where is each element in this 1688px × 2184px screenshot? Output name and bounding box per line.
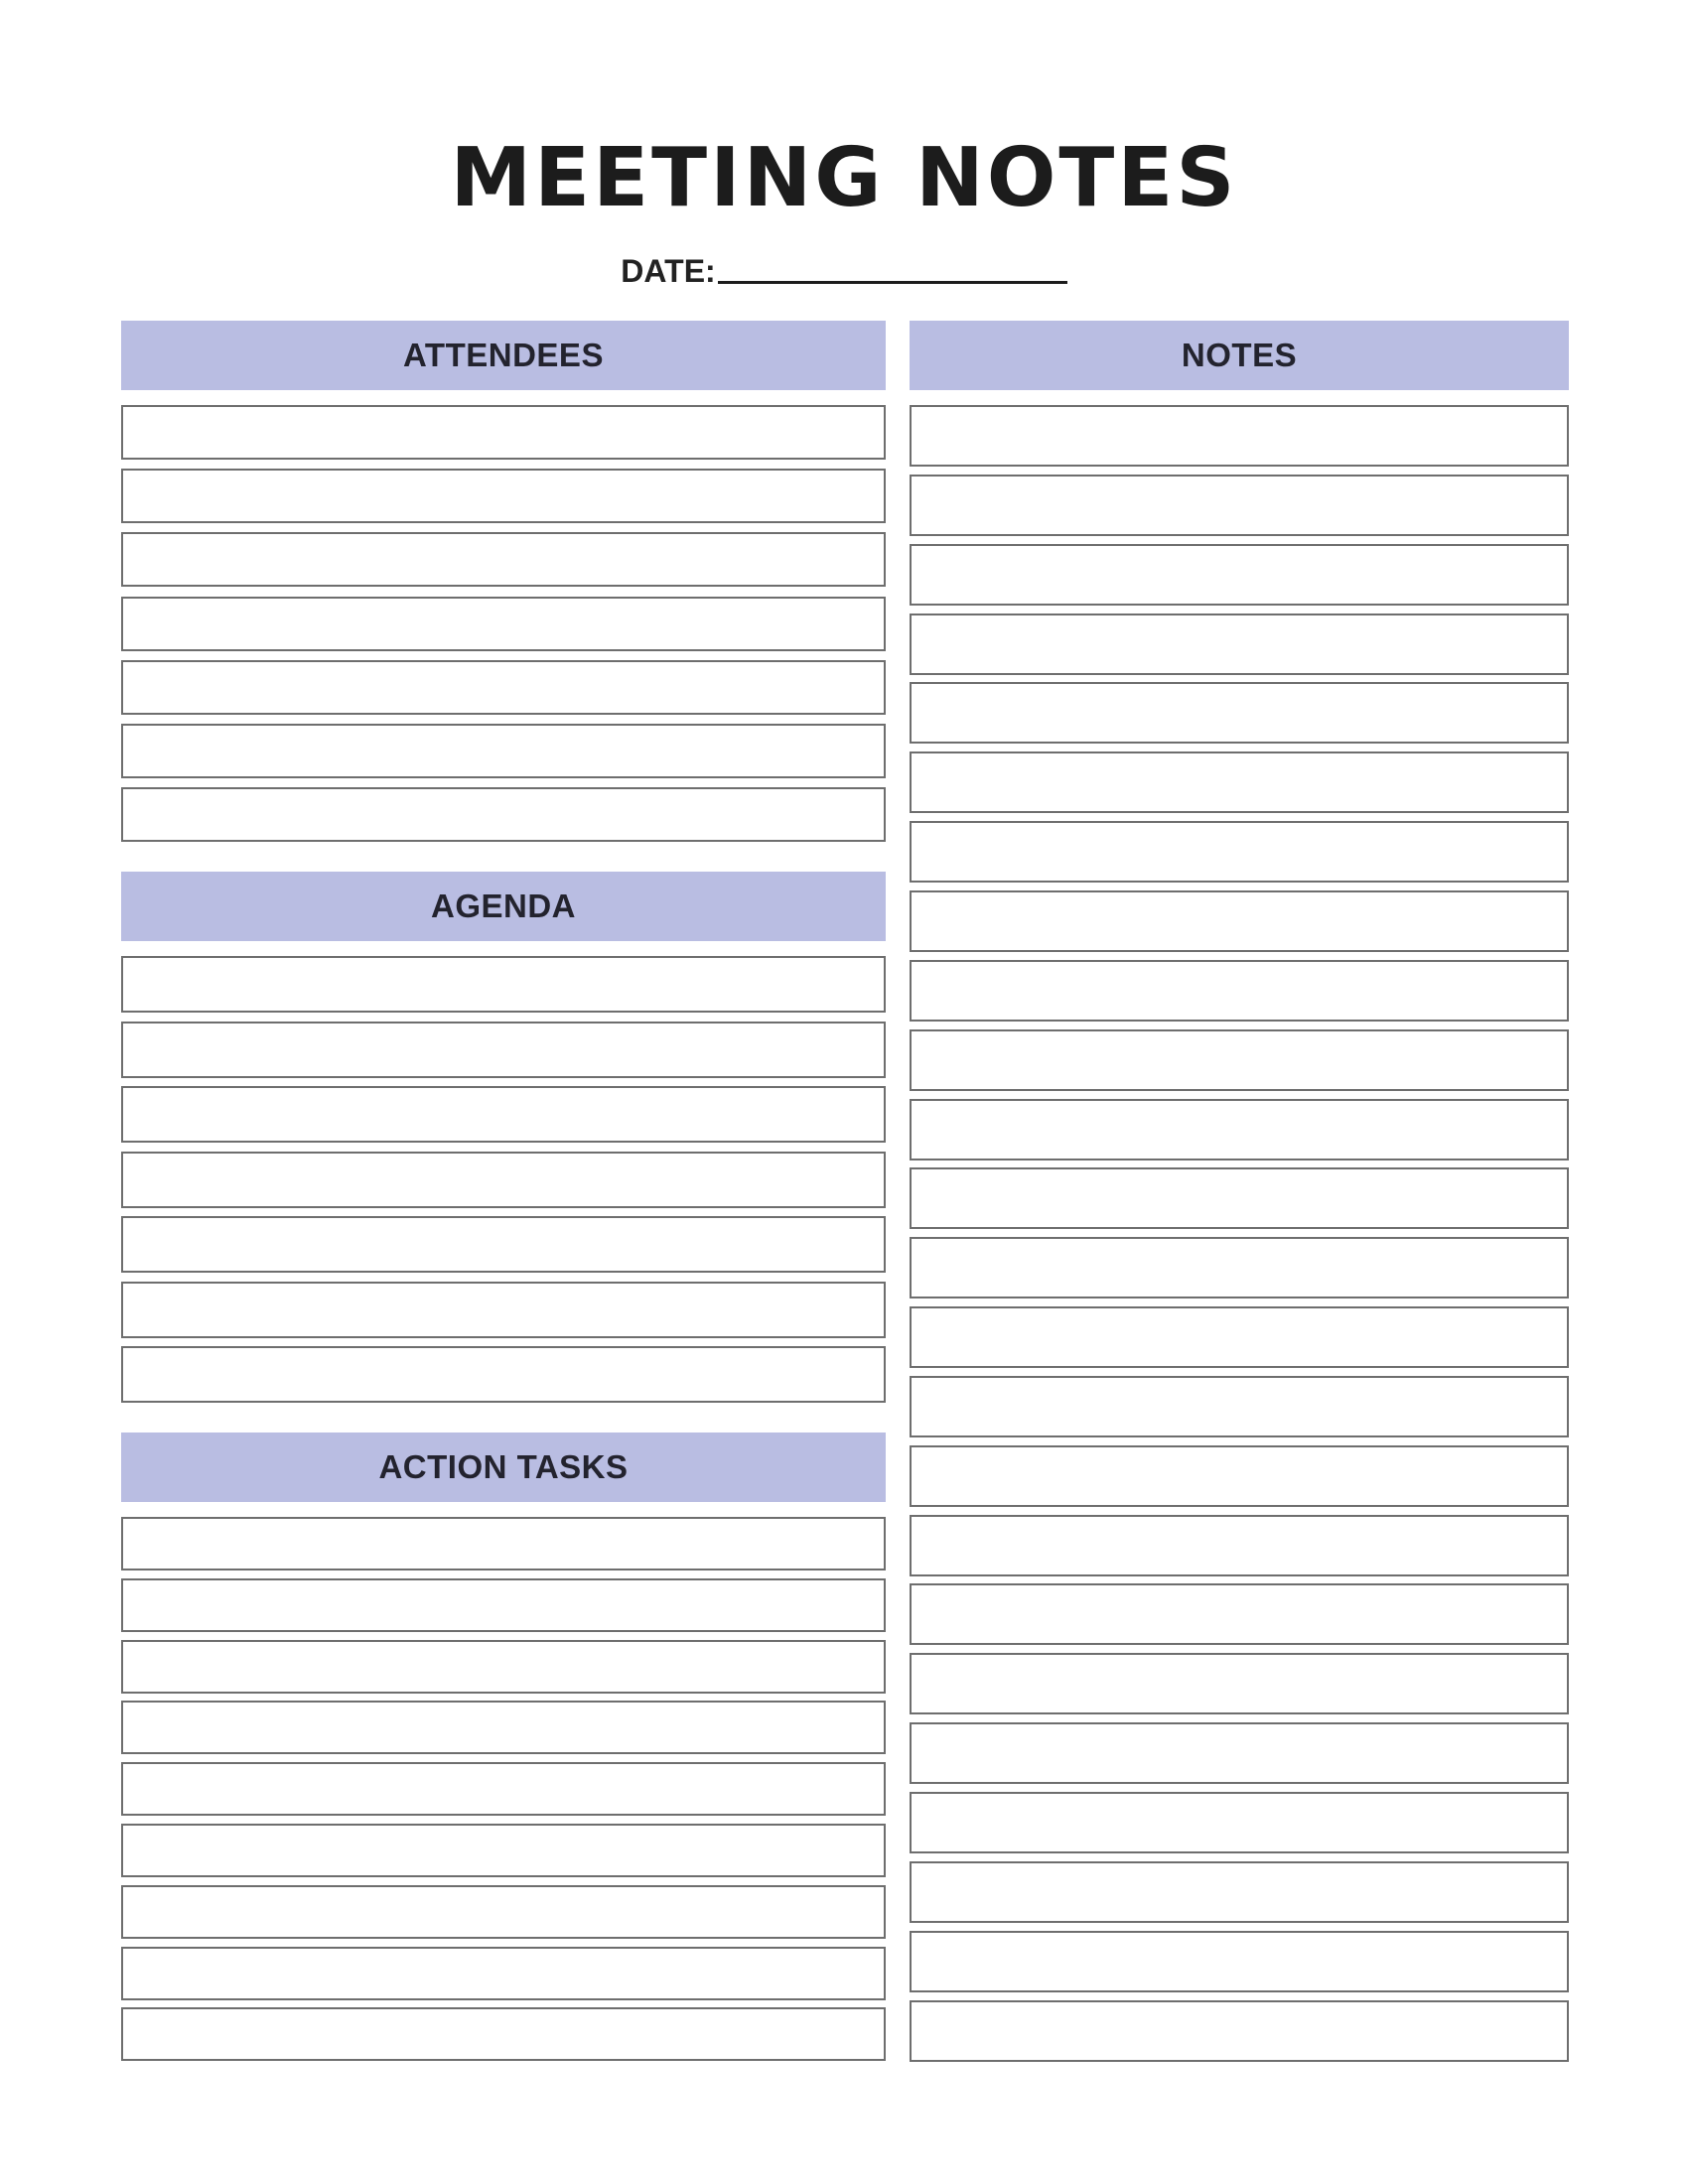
date-field[interactable] <box>718 281 1067 284</box>
notes-entry-row[interactable] <box>910 1515 1569 1576</box>
action-tasks-entry-row[interactable] <box>121 1578 886 1632</box>
action-tasks-entry-row[interactable] <box>121 1701 886 1754</box>
notes-entry-row[interactable] <box>910 960 1569 1022</box>
action-tasks-entry-row[interactable] <box>121 1762 886 1816</box>
notes-header: NOTES <box>910 321 1569 390</box>
action-tasks-entry-row[interactable] <box>121 1824 886 1877</box>
notes-entry-row[interactable] <box>910 1445 1569 1507</box>
notes-entry-row[interactable] <box>910 1029 1569 1091</box>
notes-entry-row[interactable] <box>910 405 1569 467</box>
notes-entry-row[interactable] <box>910 1583 1569 1645</box>
action-tasks-entry-row[interactable] <box>121 1947 886 2000</box>
attendees-entry-row[interactable] <box>121 405 886 460</box>
notes-entry-row[interactable] <box>910 1306 1569 1368</box>
notes-entry-row[interactable] <box>910 682 1569 744</box>
date-row <box>0 248 1688 290</box>
notes-entry-row[interactable] <box>910 751 1569 813</box>
attendees-entry-row[interactable] <box>121 787 886 842</box>
action-tasks-entry-row[interactable] <box>121 2007 886 2061</box>
notes-entry-row[interactable] <box>910 1237 1569 1298</box>
agenda-entry-row[interactable] <box>121 1282 886 1338</box>
attendees-header: ATTENDEES <box>121 321 886 390</box>
notes-entry-row[interactable] <box>910 1167 1569 1229</box>
agenda-header: AGENDA <box>121 872 886 941</box>
notes-entry-row[interactable] <box>910 1376 1569 1437</box>
agenda-entry-row[interactable] <box>121 1216 886 1273</box>
action-tasks-entry-row[interactable] <box>121 1640 886 1694</box>
action-tasks-entry-row[interactable] <box>121 1885 886 1939</box>
agenda-entry-row[interactable] <box>121 1152 886 1208</box>
attendees-entry-row[interactable] <box>121 724 886 778</box>
attendees-entry-row[interactable] <box>121 532 886 587</box>
notes-entry-row[interactable] <box>910 821 1569 883</box>
notes-entry-row[interactable] <box>910 2000 1569 2062</box>
notes-entry-row[interactable] <box>910 614 1569 675</box>
agenda-entry-row[interactable] <box>121 1346 886 1403</box>
date-label: DATE: <box>621 253 716 289</box>
agenda-entry-row[interactable] <box>121 1086 886 1143</box>
attendees-entry-row[interactable] <box>121 660 886 715</box>
notes-entry-row[interactable] <box>910 1861 1569 1923</box>
action-tasks-header: ACTION TASKS <box>121 1433 886 1502</box>
notes-entry-row[interactable] <box>910 1722 1569 1784</box>
notes-entry-row[interactable] <box>910 544 1569 606</box>
notes-entry-row[interactable] <box>910 1792 1569 1853</box>
notes-entry-row[interactable] <box>910 475 1569 536</box>
notes-entry-row[interactable] <box>910 1099 1569 1160</box>
agenda-entry-row[interactable] <box>121 1022 886 1078</box>
attendees-entry-row[interactable] <box>121 597 886 651</box>
action-tasks-entry-row[interactable] <box>121 1517 886 1570</box>
page-title: MEETING NOTES <box>450 131 1238 225</box>
notes-entry-row[interactable] <box>910 890 1569 952</box>
agenda-entry-row[interactable] <box>121 956 886 1013</box>
notes-entry-row[interactable] <box>910 1931 1569 1992</box>
notes-entry-row[interactable] <box>910 1653 1569 1714</box>
attendees-entry-row[interactable] <box>121 469 886 523</box>
